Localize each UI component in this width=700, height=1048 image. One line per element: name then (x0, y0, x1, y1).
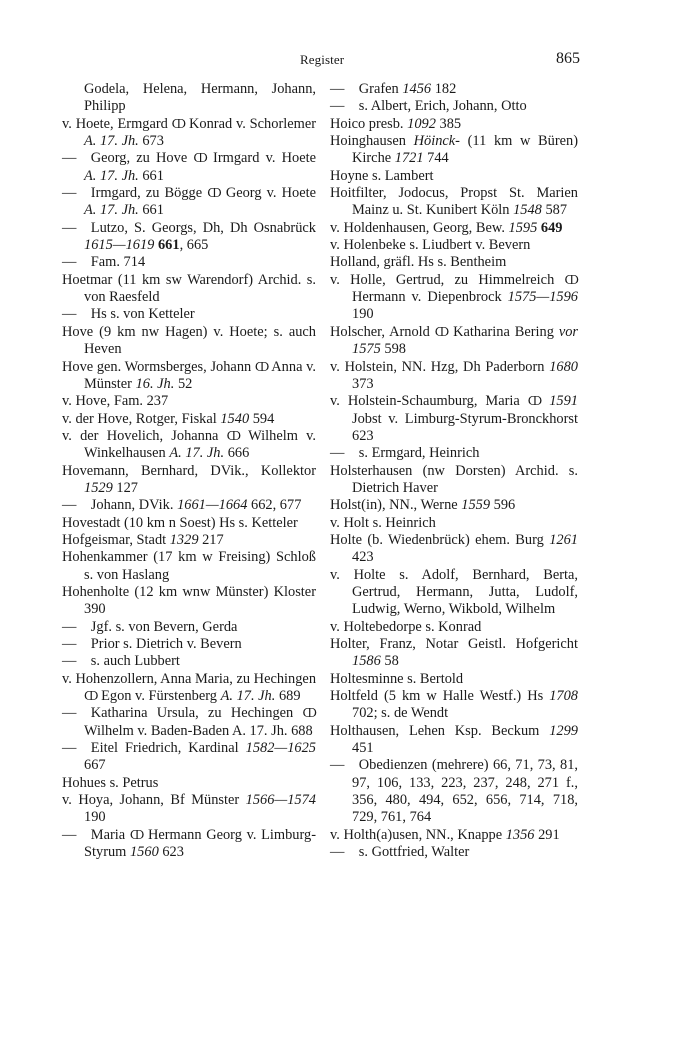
index-entry: Holtfeld (5 km w Halle Westf.) Hs 1708 702; s. de Wendt (330, 688, 578, 722)
index-column-left (62, 81, 316, 861)
index-entry: Hove (9 km nw Hagen) v. Hoete; s. auch Heven (62, 323, 316, 358)
index-entry: Holtesminne s. Bertold (330, 670, 464, 687)
marriage-symbol: ↀ (84, 689, 98, 704)
page-number: 865 (556, 50, 580, 67)
index-entry: — Maria ↀ Hermann Georg v. Limburg-Styrum 1560 623 (62, 826, 316, 861)
index-entry: — Irmgard, zu Bögge ↀ Georg v. Hoete A. 17. Jh. 661 (62, 185, 316, 219)
index-entry: v. Holenbeke s. Liudbert v. Bevern (330, 237, 531, 254)
index-entry: — Johann, DVik. 1661—1664 662, 677 (62, 497, 302, 514)
index-entry: v. Hoya, Johann, Bf Münster 1566—1574 190 (62, 792, 316, 826)
index-entry: v. Holstein, NN. Hzg, Dh Paderborn 1680 373 (330, 358, 578, 392)
index-entry: v. der Hove, Rotger, Fiskal 1540 594 (62, 410, 275, 427)
index-entry: Holscher, Arnold ↀ Katharina Bering vor 1575 598 (330, 323, 578, 358)
index-entry: — Jgf. s. von Bevern, Gerda (62, 618, 238, 635)
index-entry: v. Holle, Gertrud, zu Himmelreich ↀ Hermann v. Diepenbrock 1575—1596 190 (330, 271, 578, 323)
index-entry: — s. Ermgard, Heinrich (330, 445, 480, 462)
marriage-symbol: ↀ (226, 428, 241, 443)
index-entry: Godela, Helena, Hermann, Johann, Philipp (84, 81, 316, 115)
index-entry: Holland, gräfl. Hs s. Bentheim (330, 254, 507, 271)
index-entry: Hoetmar (11 km sw Warendorf) Archid. s. von Raesfeld (62, 271, 316, 306)
index-entry: Holsterhausen (nw Dorsten) Archid. s. Dietrich Haver (330, 462, 578, 496)
index-entry: — s. Albert, Erich, Johann, Otto (330, 98, 527, 115)
marriage-symbol: ↀ (193, 151, 207, 166)
index-entry: Hohenholte (12 km wnw Münster) Kloster 390 (62, 583, 316, 618)
marriage-symbol: ↀ (564, 272, 578, 287)
index-entry: Hovemann, Bernhard, DVik., Kollektor 1529 127 (62, 462, 316, 496)
index-column-right (330, 81, 578, 861)
index-entry: Hovestadt (10 km n Soest) Hs s. Ketteler (62, 514, 298, 531)
index-entry: v. Holth(a)usen, NN., Knappe 1356 291 (330, 826, 560, 843)
index-entry: — Fam. 714 (62, 254, 146, 271)
index-entry: — Grafen 1456 182 (330, 81, 457, 97)
index-entry: Hoitfilter, Jodocus, Propst St. Marien Mainz u. St. Kunibert Köln 1548 587 (330, 185, 578, 219)
index-entry: Hoinghausen Höinck- (11 km w Büren) Kirche 1721 744 (330, 133, 578, 167)
index-entry: Hohenkammer (17 km w Freising) Schloß s. von Haslang (62, 549, 316, 583)
index-entry: Holter, Franz, Notar Geistl. Hofgericht 1586 58 (330, 636, 578, 670)
index-entry: v. Hohenzollern, Anna Maria, zu Hechingen ↀ Egon v. Fürstenberg A. 17. Jh. 689 (62, 670, 317, 705)
index-entry: — Eitel Friedrich, Kardinal 1582—1625 667 (62, 740, 316, 774)
marriage-symbol: ↀ (207, 186, 221, 201)
index-entry: Holte (b. Wiedenbrück) ehem. Burg 1261 423 (330, 531, 578, 566)
index-entry: Hoyne s. Lambert (330, 167, 434, 184)
running-head (0, 50, 700, 70)
index-entry: Hohues s. Petrus (62, 774, 159, 791)
marriage-symbol: ↀ (171, 116, 186, 131)
marriage-symbol: ↀ (129, 827, 144, 842)
index-entry: — s. auch Lubbert (62, 653, 180, 670)
index-entry: v. Holt s. Heinrich (330, 514, 436, 531)
index-entry: v. der Hovelich, Johanna ↀ Wilhelm v. Winkelhausen A. 17. Jh. 666 (62, 427, 316, 462)
index-entry: v. Holte s. Adolf, Bernhard, Berta, Gertrud, Hermann, Jutta, Ludolf, Ludwig, Werno, Wikbold, Wilhelm (330, 566, 578, 618)
index-entry: — s. Gottfried, Walter (330, 844, 470, 861)
marriage-symbol: ↀ (254, 359, 269, 374)
marriage-symbol: ↀ (527, 394, 542, 409)
index-entry: v. Hove, Fam. 237 (62, 393, 169, 410)
index-entry: v. Hoete, Ermgard ↀ Konrad v. Schorlemer A. 17. Jh. 673 (62, 115, 316, 150)
marriage-symbol: ↀ (302, 706, 316, 721)
index-entry: — Katharina Ursula, zu Hechingen ↀ Wilhelm v. Baden-Baden A. 17. Jh. 688 (62, 705, 316, 739)
index-entry: — Georg, zu Hove ↀ Irmgard v. Hoete A. 17. Jh. 661 (62, 150, 316, 184)
index-entry: Holthausen, Lehen Ksp. Beckum 1299 451 (330, 722, 578, 757)
index-entry: v. Holdenhausen, Georg, Bew. 1595 649 (330, 219, 563, 236)
index-entry: v. Holtebedorpe s. Konrad (330, 618, 482, 635)
running-head-title: Register (300, 52, 345, 67)
index-entry: — Hs s. von Ketteler (62, 306, 195, 323)
index-entry: Hoico presb. 1092 385 (330, 115, 462, 132)
index-entry: v. Holstein-Schaumburg, Maria ↀ 1591 Jobst v. Limburg-Styrum-Bronckhorst 623 (330, 393, 578, 444)
index-entry: — Prior s. Dietrich v. Bevern (62, 636, 242, 652)
index-entry: Hofgeismar, Stadt 1329 217 (62, 531, 224, 548)
index-entry: — Lutzo, S. Georgs, Dh, Dh Osnabrück 1615—1619 661, 665 (62, 219, 316, 254)
index-entry: — Obedienzen (mehrere) 66, 71, 73, 81, 97, 106, 133, 223, 237, 248, 271 f., 356, 480, 494, 652, 656, 714, 718, 729, 761, 764 (330, 757, 578, 826)
index-entry: Hove gen. Wormsberges, Johann ↀ Anna v. Münster 16. Jh. 52 (62, 358, 316, 392)
index-entry: Holst(in), NN., Werne 1559 596 (330, 497, 516, 514)
marriage-symbol: ↀ (434, 324, 449, 339)
